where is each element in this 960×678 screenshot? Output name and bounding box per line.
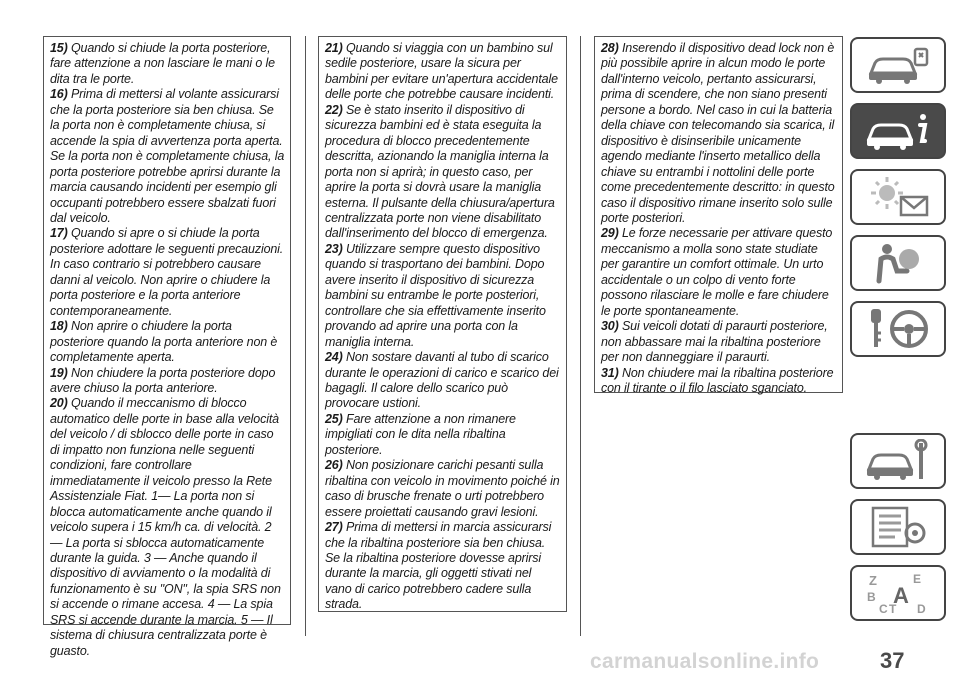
watermark: carmanualsonline.info (590, 650, 820, 673)
note-16: 16) Prima di mettersi al volante assicurarsi che la porta posteriore sia ben chiusa. Se la porta non è completamente chiusa, si accende la spia di avvertenza porta aperta. Se la porta non è completamente chiusa, la porta posteriore potrebbe aprirsi durante la marcia causando incidenti per esempio gli occupanti potrebbero essere sbalzati fuori dal veicolo. (50, 87, 285, 225)
note-26: 26) Non posizionare carichi pesanti sulla ribaltina con veicolo in movimento poiché in caso di brusche frenate o urti potrebbero essere proiettati causando gravi lesioni. (325, 458, 560, 519)
column-divider (580, 36, 581, 636)
alphabetical-index-icon (863, 571, 933, 615)
note-27: 27) Prima di mettersi in marcia assicurarsi che la ribaltina posteriore sia ben chiusa. Se la ribaltina posteriore dovesse aprirsi durante la marcia, gli oggetti stivati nel vano di carico potrebbero cadere sulla strada. (325, 520, 552, 612)
tab-car-dashboard[interactable] (850, 37, 946, 93)
note-24: 24) Non sostare davanti al tubo di scarico durante le operazioni di carico e scarico dei bagagli. Il calore dello scarico può provocare ustioni. (325, 350, 559, 411)
note-29: 29) Le forze necessarie per attivare questo meccanismo a molla sono state studiate per garantire un comfort ottimale. Un urto accidentale o un colpo di vento forte possono rilasciare le molle e fare chiudere le porte spontaneamente. (601, 226, 833, 318)
note-25: 25) Fare attenzione a non rimanere impigliati con le dita nella ribaltina posteriore. (325, 411, 516, 457)
tab-car-tools[interactable] (850, 433, 946, 489)
tab-warning-lights[interactable] (850, 169, 946, 225)
tab-key-steering-wheel[interactable] (850, 301, 946, 357)
tab-airbag-safety[interactable] (850, 235, 946, 291)
index-letter: E (913, 572, 922, 586)
airbag-safety-icon (863, 241, 933, 285)
index-letter: C (879, 602, 888, 615)
car-info-icon (863, 109, 933, 153)
column-divider (305, 36, 306, 636)
notes-column-2 (318, 36, 567, 612)
notes-column-3 (594, 36, 843, 393)
notes-column-1 (43, 36, 291, 658)
technical-data-icon (863, 505, 933, 549)
note-18: 18) Non aprire o chiudere la porta posteriore quando la porta anteriore non è completamente aperta. (50, 319, 278, 365)
tab-technical-data[interactable] (850, 499, 946, 555)
index-letter: D (917, 602, 926, 615)
index-letter: A (893, 583, 909, 608)
tab-car-info[interactable] (850, 103, 946, 159)
key-steering-wheel-icon (863, 307, 933, 351)
note-31: 31) Non chiudere mai la ribaltina posteriore con il tirante o il filo lasciato sganciato. (601, 365, 834, 395)
note-19: 19) Non chiudere la porta posteriore dopo avere chiuso la porta anteriore. (50, 365, 276, 395)
note-28: 28) Inserendo il dispositivo dead lock non è più possibile aprire in alcun modo le porte dall'interno veicolo, pertanto assicurarsi, prima di scendere, che non siano presenti persone a bordo. Nel caso in cui la batteria della chiave con telecomando sia scarica, il dispositivo è disinseribile unicamente agendo mediante l'inserto metallico della chiave su entrambi i nottolini delle porte come precedentemente descritto: in questo caso il dispositivo rimane inserito solo sulle porte posteriori. (601, 41, 835, 225)
car-dashboard-icon (863, 43, 933, 87)
warning-lights-icon (863, 175, 933, 219)
note-15: 15) Quando si chiude la porta posteriore, fare attenzione a non lasciare le mani o le dita tra le porte. (50, 41, 275, 86)
note-23: 23) Utilizzare sempre questo dispositivo quando si trasportano dei bambini. Dopo avere inserito il dispositivo di sicurezza bambini su entrambe le porte posteriori, controllare che sia effettivamente inserito provando ad aprire una porta con la maniglia interna. (325, 241, 546, 349)
tab-alphabetical-index[interactable] (850, 565, 946, 621)
note-20: 20) Quando il meccanismo di blocco automatico delle porte in base alla velocità del veicolo / di sblocco delle porte in caso di impatto non funziona nelle seguenti condizioni, fare controllare immediatamente il veicolo presso la Rete Assistenziale Fiat. 1— La porta non si blocca automaticamente anche quando il veicolo supera i 15 km/h ca. di velocità. 2 — La porta si sblocca automaticamente durante la guida. 3 — Anche quando il dispositivo di avviamento o la modalità di funzionamento è su "ON", la spia SRS non si accende o rimane accesa. 4 — La spia SRS si accende durante la marcia. 5 — Il sistema di chiusura centralizzata porte è guasto. (50, 396, 281, 658)
note-30: 30) Sui veicoli dotati di paraurti posteriore, non abbassare mai la ribaltina posteriore per non danneggiare il paraurti. (601, 319, 828, 365)
page-number: 37 (880, 648, 905, 673)
index-letter: T (889, 602, 897, 615)
note-17: 17) Quando si apre o si chiude la porta posteriore adottare le seguenti precauzioni. In caso contrario si potrebbero causare danni al veicolo. Non aprire o chiudere la porta posteriore e la porta anteriore contemporaneamente. (50, 226, 284, 318)
index-letter: Z (869, 573, 877, 588)
note-21: 21) Quando si viaggia con un bambino sul sedile posteriore, usare la sicura per bambini per evitare un'apertura accidentale delle porte che potrebbe causare incidenti. (325, 41, 558, 102)
index-letter: B (867, 590, 876, 604)
car-tools-icon (863, 439, 933, 483)
note-22: 22) Se è stato inserito il dispositivo di sicurezza bambini ed è stata eseguita la procedura di blocco precedentemente descritta, azionando la maniglia interna la porta non si aprirà; in questo caso, per aprire la porta si dovrà usare la maniglia esterna. Il pulsante della chiusura/apertura centralizzata porte non viene disabilitato dall'inserimento del blocco di emergenza. (325, 102, 555, 241)
